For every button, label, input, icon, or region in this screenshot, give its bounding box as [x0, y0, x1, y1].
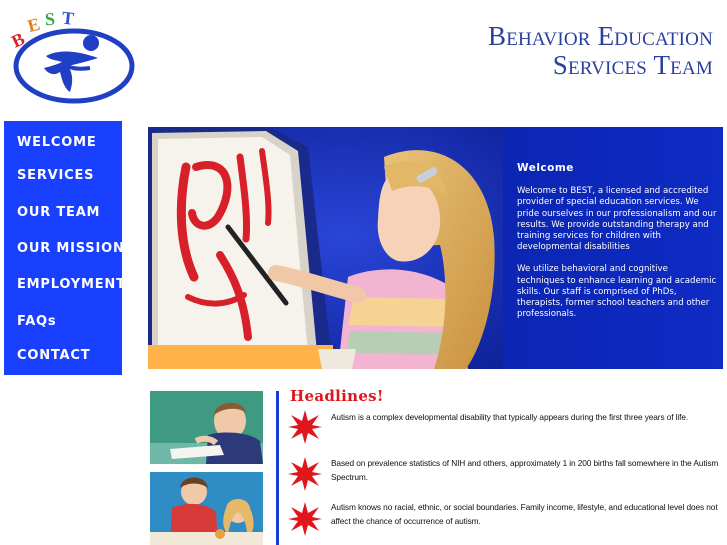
boy-reading-photo: [150, 391, 263, 464]
welcome-text: [517, 163, 717, 331]
red-star-icon: [288, 457, 322, 491]
site-title-line-1: Behavior Education: [488, 21, 713, 51]
nav-item-employment[interactable]: EMPLOYMENT: [17, 277, 126, 292]
nav-item-our-team[interactable]: OUR TEAM: [17, 205, 101, 220]
logo-letter-b: B: [8, 28, 28, 52]
logo-letter-s: S: [44, 8, 56, 30]
welcome-banner: [148, 127, 723, 369]
site-title-line-2: Services Team: [552, 50, 713, 80]
welcome-heading: Welcome: [517, 162, 574, 174]
logo-letter-e: E: [25, 13, 43, 37]
nav-item-contact[interactable]: CONTACT: [17, 348, 91, 363]
headline-item-1: Autism is a complex developmental disability that typically appears during the first three years of life.: [331, 412, 689, 422]
red-star-icon: [288, 502, 322, 536]
nav-item-welcome[interactable]: WELCOME: [17, 135, 97, 150]
nav-item-services[interactable]: SERVICES: [17, 168, 95, 183]
content-divider: [276, 391, 279, 545]
kids-eating-photo: [150, 472, 263, 545]
main-nav: [4, 121, 126, 375]
best-logo-graphic: [6, 8, 138, 108]
girl-painting-photo: [148, 127, 503, 369]
welcome-paragraph-1: Welcome to BEST, a licensed and accredited provider of special education services. We pride ourselves in our professionalism and our results. We provide outstanding therapy and training services for children with developmental disabilities: [517, 186, 717, 253]
girl-painting-image: [148, 127, 503, 369]
logo-letter-t: T: [60, 8, 76, 29]
welcome-paragraph-2: We utilize behavioral and cognitive techniques to enhance learning and academic skills. Our staff is comprised of PhDs, therapists, former school teachers and other professionals.: [517, 264, 717, 320]
nav-item-our-mission[interactable]: OUR MISSION: [17, 241, 125, 256]
headline-item-3: Autism knows no racial, ethnic, or social boundaries. Family income, lifestyle, and educational level does not affect the chance of occurrence of autism.: [331, 502, 718, 526]
red-star-icon: [288, 410, 322, 444]
headline-item-2: Based on prevalence statistics of NIH and others, approximately 1 in 200 births fall somewhere in the Autism Spectrum.: [331, 458, 719, 482]
kids-eating-image: [150, 472, 263, 545]
best-logo[interactable]: [6, 8, 138, 108]
nav-item-faqs[interactable]: FAQs: [17, 314, 57, 329]
boy-reading-image: [150, 391, 263, 464]
headlines-title: Headlines!: [290, 387, 384, 405]
site-title: [413, 22, 713, 80]
